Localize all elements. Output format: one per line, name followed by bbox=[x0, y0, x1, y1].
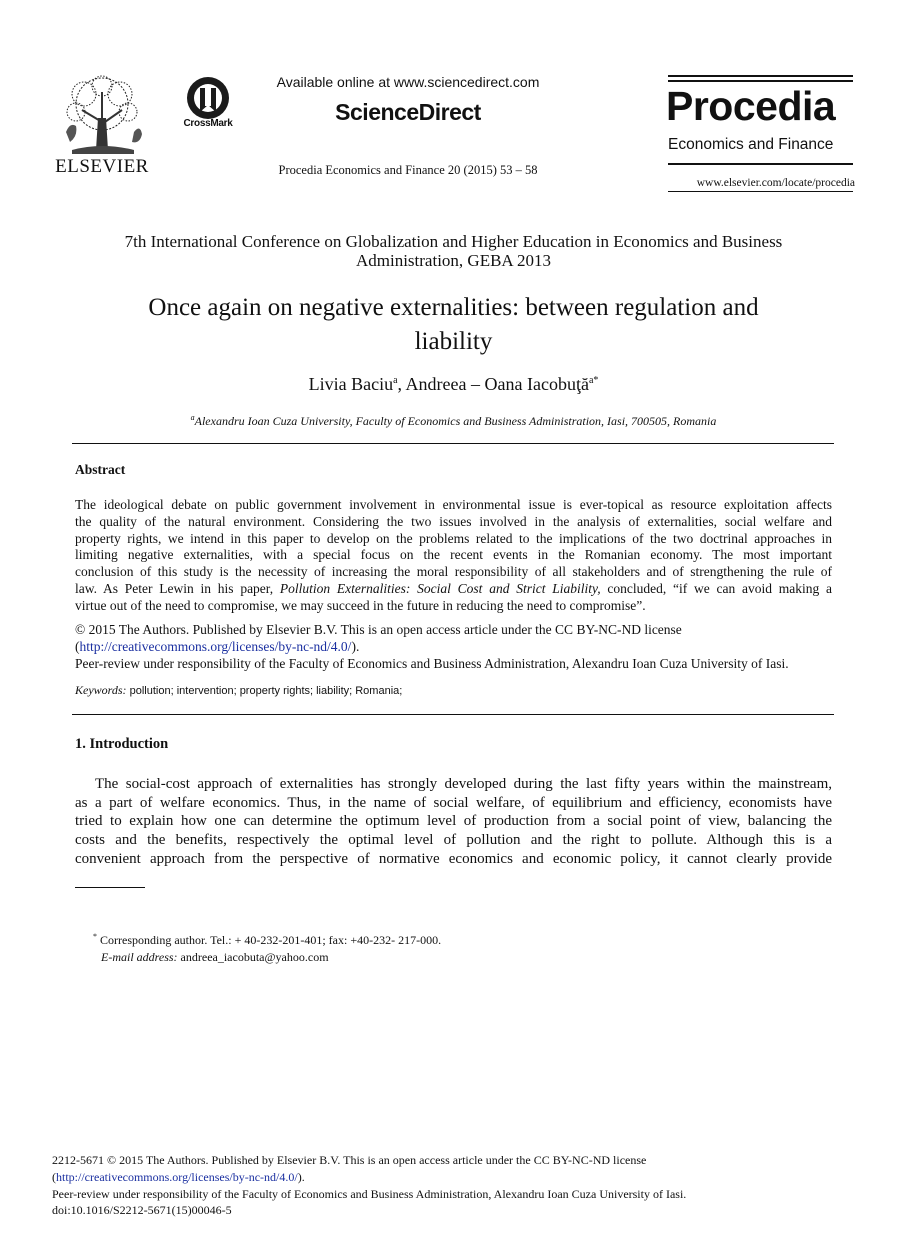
affiliation bbox=[60, 413, 847, 429]
paren-close: ). bbox=[297, 1169, 305, 1184]
cited-paper-title: Pollution Externalities: Social Cost and Strict Liability, bbox=[279, 580, 601, 596]
author-2-affil-mark: a* bbox=[588, 375, 599, 386]
bottom-license-line bbox=[52, 1169, 832, 1186]
intro-line: tried to explain how one can determine the optimum level of production from a social point of view, balancing the bbox=[75, 813, 832, 830]
abstract-line: The ideological debate on public government involvement in environmental issue is ever-topical as resource exploitation affects bbox=[75, 497, 832, 512]
author-2: , Andreea – Oana Iacobuţă bbox=[397, 374, 589, 394]
email-line bbox=[93, 949, 441, 966]
procedia-brand: Procedia bbox=[666, 83, 836, 129]
corresponding-author bbox=[93, 929, 441, 949]
abstract-line: conclusion of this study is the necessity of increasing the moral responsibility of all stakeholders and of strengthening the rule of bbox=[75, 564, 832, 580]
author-1-affil-mark: a bbox=[393, 375, 398, 386]
license-line bbox=[75, 639, 835, 656]
section-heading-introduction: 1. Introduction bbox=[75, 736, 169, 752]
procedia-top-rule-2 bbox=[668, 80, 853, 82]
title-line-1: Once again on negative externalities: between regulation and bbox=[148, 294, 759, 321]
keywords-label: Keywords: bbox=[75, 683, 127, 697]
affiliation-text: Alexandru Ioan Cuza University, Faculty of Economics and Business Administration, Iasi, 700505, Romania bbox=[194, 414, 717, 428]
license-link[interactable]: http://creativecommons.org/licenses/by-nc-nd/4.0/ bbox=[79, 638, 352, 654]
intro-line: convenient approach from the perspective of normative economics and economic policy, it cannot clearly provide bbox=[75, 850, 832, 867]
procedia-bottom-rule bbox=[668, 191, 853, 192]
conference-name bbox=[40, 232, 867, 270]
author-1: Livia Baciu bbox=[308, 374, 394, 394]
copyright-block bbox=[75, 622, 835, 672]
abstract-body bbox=[75, 497, 832, 615]
title-line-2: liability bbox=[414, 328, 493, 355]
sciencedirect-brand: ScienceDirect bbox=[335, 99, 481, 125]
conference-line-1: 7th International Conference on Globalization and Higher Education in Economics and Business bbox=[124, 232, 783, 251]
paren-open: ( bbox=[75, 638, 80, 654]
paren-close: ). bbox=[351, 638, 360, 654]
available-online-text: Available online at www.sciencedirect.com bbox=[276, 74, 540, 90]
procedia-top-rule-1 bbox=[668, 75, 853, 77]
affiliation-mark: a bbox=[190, 413, 195, 422]
conference-line-2: Administration, GEBA 2013 bbox=[355, 251, 552, 270]
abstract-text: concluded, “if we can avoid making a bbox=[600, 580, 833, 596]
author-list bbox=[80, 374, 827, 395]
intro-line: The social-cost approach of externalities has strongly developed during the last fifty years within the mainstream, bbox=[95, 776, 832, 792]
procedia-subtitle: Economics and Finance bbox=[668, 136, 834, 153]
journal-citation: Procedia Economics and Finance 20 (2015) 53 – 58 bbox=[278, 163, 538, 177]
intro-line: costs and the benefits, respectively the optimal level of pollution and the right to pollute. Although this is a bbox=[75, 832, 832, 849]
issn-copyright: 2212-5671 © 2015 The Authors. Published by Elsevier B.V. This is an open access article under the CC BY-NC-ND license bbox=[52, 1153, 647, 1167]
abstract-line: property rights, we intend in this paper to develop on the problems related to the implications of the two doctrinal approaches in bbox=[75, 530, 832, 546]
procedia-url[interactable]: www.elsevier.com/locate/procedia bbox=[696, 177, 855, 189]
footnote bbox=[93, 929, 441, 965]
copyright-text: © 2015 The Authors. Published by Elsevier B.V. This is an open access article under the CC BY-NC-ND license bbox=[75, 622, 682, 637]
divider-bottom bbox=[72, 714, 834, 715]
paren-open: ( bbox=[52, 1169, 56, 1184]
keywords-list: pollution; intervention; property rights; liability; Romania; bbox=[126, 685, 403, 697]
keywords bbox=[75, 683, 402, 698]
abstract-line: limiting negative externalities, with a special focus on the recent events in the Romanian economy. The most important bbox=[75, 547, 832, 563]
abstract-line: virtue out of the need to compromise, we may succeed in the future in reducing the need to compromise”. bbox=[75, 597, 646, 613]
crossmark-label: CrossMark bbox=[183, 118, 233, 129]
corresponding-text: Corresponding author. Tel.: + 40-232-201-401; fax: +40-232- 217-000. bbox=[97, 933, 442, 947]
procedia-mid-rule bbox=[668, 163, 853, 165]
introduction-body bbox=[75, 775, 832, 869]
footnote-rule bbox=[75, 887, 145, 888]
publisher-wordmark: ELSEVIER bbox=[55, 156, 149, 177]
intro-line: as a part of welfare economics. Thus, in the name of social welfare, of equilibrium and efficiency, economists have bbox=[75, 794, 832, 811]
abstract-text: law. As Peter Lewin in his paper, bbox=[75, 580, 280, 596]
doi[interactable]: doi:10.1016/S2212-5671(15)00046-5 bbox=[52, 1203, 232, 1218]
email-label: E-mail address: bbox=[101, 949, 178, 964]
bottom-notice bbox=[52, 1152, 832, 1219]
abstract-line: the quality of the natural environment. Considering the two issues involved in the analysis of externalities, social welfare and bbox=[75, 513, 832, 529]
bottom-peer-review: Peer-review under responsibility of the Faculty of Economics and Business Administration, Alexandru Ioan Cuza University of Iasi. bbox=[52, 1186, 687, 1201]
peer-review-text: Peer-review under responsibility of the Faculty of Economics and Business Administration, Alexandru Ioan Cuza University of Iasi. bbox=[75, 655, 789, 671]
abstract-line-6 bbox=[75, 581, 832, 598]
bottom-license-link[interactable]: http://creativecommons.org/licenses/by-nc-nd/4.0/ bbox=[56, 1169, 298, 1184]
abstract-heading: Abstract bbox=[75, 462, 126, 477]
email-address[interactable]: andreea_iacobuta@yahoo.com bbox=[177, 949, 329, 964]
footnote-mark: * bbox=[93, 932, 97, 941]
divider-top bbox=[72, 443, 834, 444]
article-title bbox=[80, 291, 827, 359]
